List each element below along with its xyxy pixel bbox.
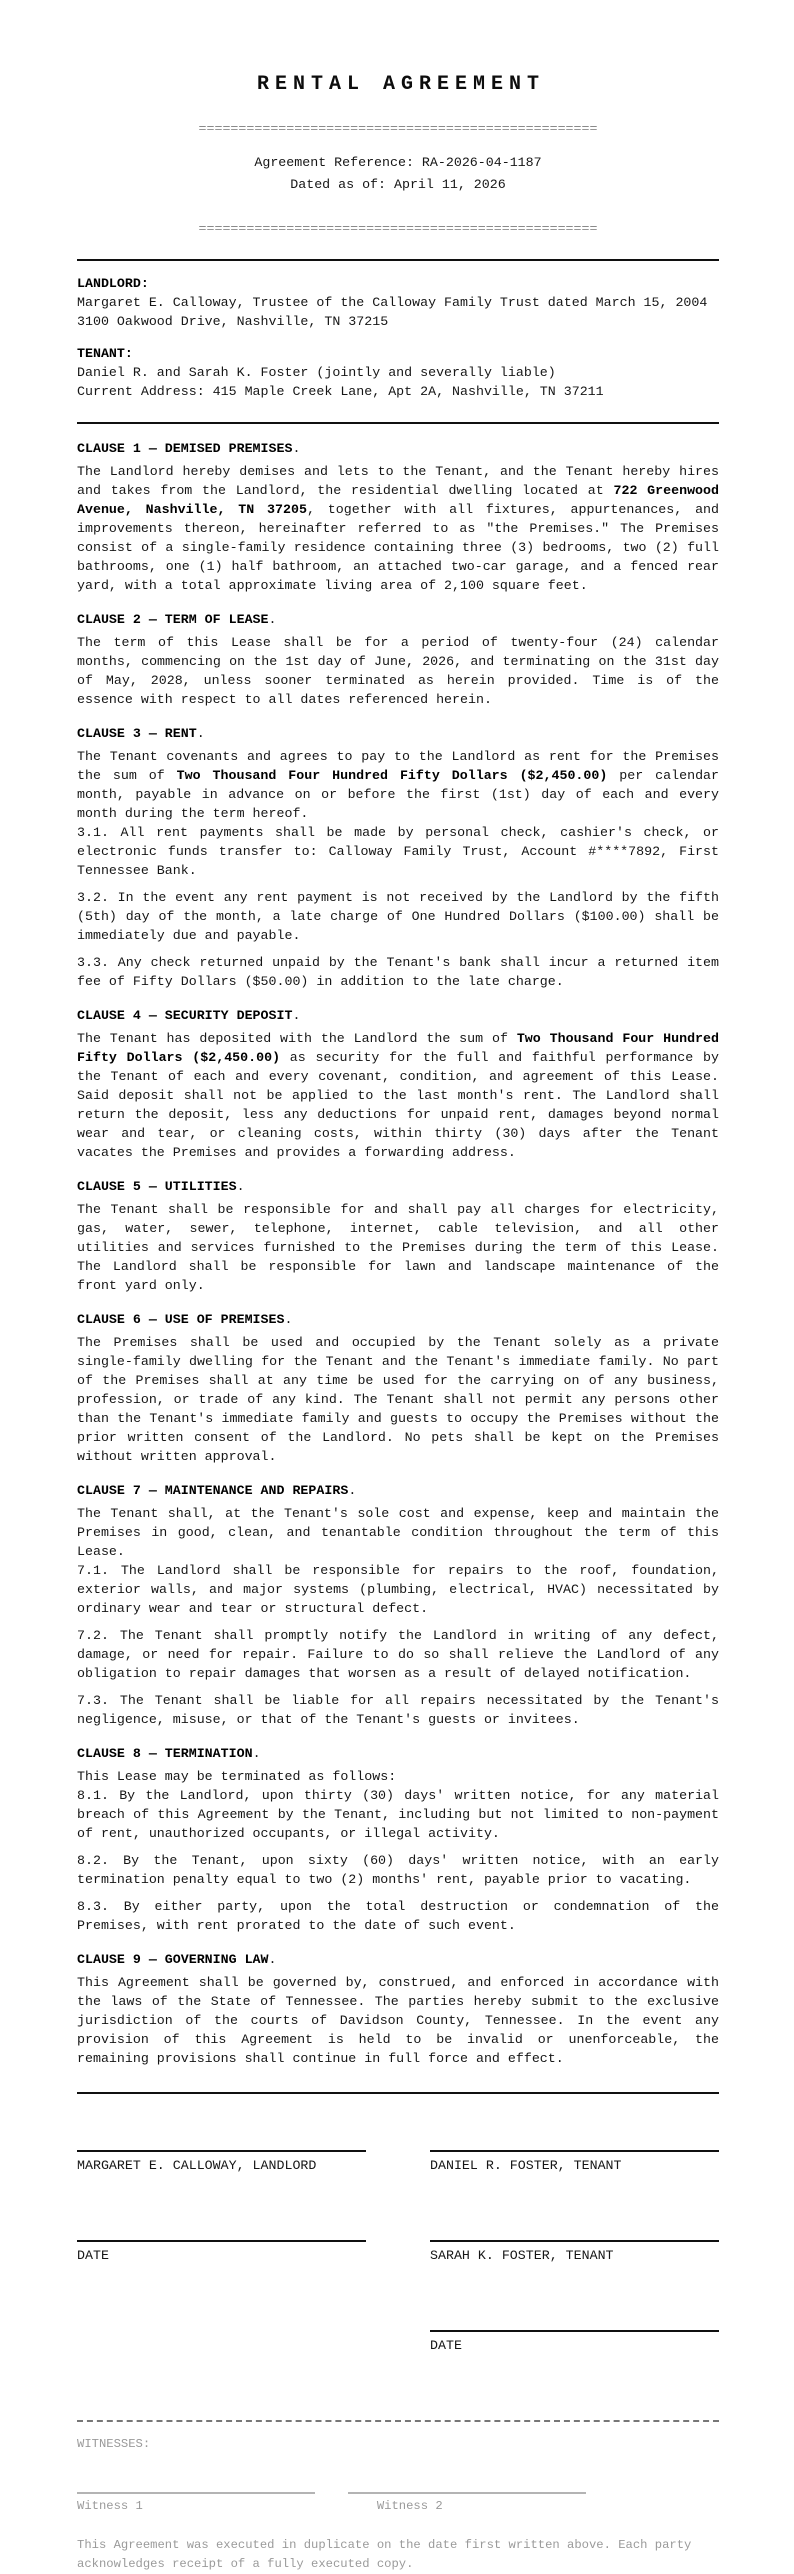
witness-1-signature-line [77,2480,315,2494]
clause-2-heading: CLAUSE 2 — TERM OF LEASE. [77,612,277,627]
signature-row-3 [77,2330,719,2355]
landlord-line-2: 3100 Oakwood Drive, Nashville, TN 37215 [77,314,389,329]
witness-labels [77,2498,719,2515]
signature-cell-right-2: SARAH K. FOSTER, TENANT [430,2240,719,2265]
clause-3-subclause-3: 3.3. Any check returned unpaid by the Tenant's bank shall incur a returned item fee of Fifty Dollars ($50.00) in addition to the late charge. [77,955,719,989]
witness-section [77,2436,719,2515]
clause-5 [77,1177,719,1295]
clause-6 [77,1310,719,1466]
signature-row-1 [77,2150,719,2175]
landlord-label: LANDLORD: [77,276,149,291]
agreement-reference: Agreement Reference: RA-2026-04-1187 [254,155,542,170]
clause-4-paragraph-1: The Tenant has deposited with the Landlord the sum of Two Thousand Four Hundred Fifty Dollars ($2,450.00) as security for the full and faithful performance by the Tenant of each and every covenant, condition, and agreement of this Lease. Said deposit shall not be applied to the last month's rent. The Landlord shall return the deposit, less any deductions for unpaid rent, damages beyond normal wear and tear, or cleaning costs, within thirty (30) days after the Tenant vacates the Premises and provides a forwarding address. [77,1031,719,1160]
signature-cell-left-1: MARGARET E. CALLOWAY, LANDLORD [77,2150,366,2175]
clause-3-paragraph-1: The Tenant covenants and agrees to pay to the Landlord as rent for the Premises the sum of Two Thousand Four Hundred Fifty Dollars ($2,450.00) per calendar month, payable in advance on or before the first (1st) day of each and every month during the term hereof. [77,749,720,821]
clause-8-subclause-1: 8.1. By the Landlord, upon thirty (30) days' written notice, for any material breach of this Agreement by the Tenant, including but not limited to non-payment of rent, unauthorized occupants, or illegal activity. [77,1788,719,1841]
clause-7-subclause-1: 7.1. The Landlord shall be responsible for repairs to the roof, foundation, exterior walls, and major systems (plumbing, electrical, HVAC) necessitated by ordinary wear and tear or structural defect. [77,1563,719,1616]
horizontal-rule-parties [77,422,719,424]
clause-8-subclause-3: 8.3. By either party, upon the total destruction or condemnation of the Premises, with rent prorated to the date of such event. [77,1899,719,1933]
clause-1-paragraph-1: The Landlord hereby demises and lets to the Tenant, and the Tenant hereby hires and takes from the Landlord, the residential dwelling located at 722 Greenwood Avenue, Nashville, TN 37205, together with all fixtures, appurtenances, and improvements thereon, hereinafter referred to as "the Premises." The Premises consist of a single-family residence containing three (3) bedrooms, two (2) full bathrooms, one (1) half bathroom, an attached two-car garage, and a fenced rear yard, with a total approximate living area of 2,100 square feet. [77,464,720,593]
landlord-block [77,274,719,331]
horizontal-rule-header [77,259,719,261]
clauses-container [77,439,719,2068]
tenant-line-2: Current Address: 415 Maple Creek Lane, Apt 2A, Nashville, TN 37211 [77,384,604,399]
clause-6-paragraph-1: The Premises shall be used and occupied by the Tenant solely as a private single-family dwelling for the Tenant and the Tenant's immediate family. No part of the Premises shall at any time be used for the carrying on of any business, profession, or trade of any kind. The Tenant shall not permit any persons other than the Tenant's immediate family and guests to occupy the Premises without the prior written consent of the Landlord. No pets shall be kept on the Premises without written approval. [77,1335,719,1464]
witnesses-label: WITNESSES: [77,2437,151,2451]
clause-2 [77,610,719,709]
clause-8 [77,1744,719,1935]
tenant-label: TENANT: [77,346,133,361]
signature-row-2 [77,2240,719,2265]
signature-cell-right-1: DANIEL R. FOSTER, TENANT [430,2150,719,2175]
witness-2-label: Witness 2 [376,2499,443,2513]
clause-7-paragraph-1: The Tenant shall, at the Tenant's sole cost and expense, keep and maintain the Premises in good, clean, and tenantable condition throughout the term of this Lease. [77,1506,719,1559]
clause-3-subclause-1: 3.1. All rent payments shall be made by personal check, cashier's check, or electronic funds transfer to: Calloway Family Trust, Account #****7892, First Tennessee Bank. [77,825,719,878]
clause-8-paragraph-1: This Lease may be terminated as follows: [77,1769,397,1784]
witness-lines [77,2480,719,2494]
clause-9-paragraph-1: This Agreement shall be governed by, construed, and enforced in accordance with the laws of the State of Tennessee. The parties hereby submit to the exclusive jurisdiction of the courts of Davidson County, Tennessee. In the event any provision of this Agreement is held to be invalid or unenforceable, the remaining provisions shall continue in full force and effect. [77,1975,719,2066]
horizontal-rule-signatures [77,2092,719,2094]
clause-4 [77,1006,719,1162]
signature-cell-left-2: DATE [77,2240,366,2265]
clause-3 [77,724,719,991]
clause-7-heading: CLAUSE 7 — MAINTENANCE AND REPAIRS. [77,1483,357,1498]
tenant-block [77,344,719,401]
clause-7-subclause-3: 7.3. The Tenant shall be liable for all repairs necessitated by the Tenant's negligence, misuse, or that of the Tenant's guests or invitees. [77,1693,719,1727]
execution-note: This Agreement was executed in duplicate on the date first written above. Each party acknowledges receipt of a fully executed copy. [77,2538,692,2571]
clause-1 [77,439,719,595]
dashed-divider [77,2420,719,2422]
clause-3-heading: CLAUSE 3 — RENT. [77,726,205,741]
document-title: RENTAL AGREEMENT [256,73,546,96]
witness-2-signature-line [348,2480,586,2494]
clause-2-paragraph-1: The term of this Lease shall be for a period of twenty-four (24) calendar months, commencing on the 1st day of June, 2026, and terminating on the 31st day of May, 2028, unless sooner terminated as herein provided. Time is of the essence with respect to all dates referenced herein. [77,635,719,707]
signature-cell-left-3 [77,2330,366,2355]
separator-line-top: ================================================== [198,121,598,136]
agreement-date: Dated as of: April 11, 2026 [290,177,506,192]
clause-6-heading: CLAUSE 6 — USE OF PREMISES. [77,1312,293,1327]
separator-line-bottom: ================================================== [198,221,598,236]
clause-7 [77,1481,719,1729]
clause-1-heading: CLAUSE 1 — DEMISED PREMISES. [77,441,301,456]
clause-5-paragraph-1: The Tenant shall be responsible for and shall pay all charges for electricity, gas, water, sewer, telephone, internet, cable television, and all other utilities and services furnished to the Premises during the term of this Lease. The Landlord shall be responsible for lawn and landscape maintenance of the front yard only. [77,1202,719,1293]
agreement-meta [77,152,719,196]
clause-8-heading: CLAUSE 8 — TERMINATION. [77,1746,261,1761]
clause-4-heading: CLAUSE 4 — SECURITY DEPOSIT. [77,1008,301,1023]
clause-9-heading: CLAUSE 9 — GOVERNING LAW. [77,1952,277,1967]
clause-7-subclause-2: 7.2. The Tenant shall promptly notify the Landlord in writing of any defect, damage, or need for repair. Failure to do so shall relieve the Landlord of any obligation to repair damages that worsen as a result of delayed notification. [77,1628,719,1681]
signature-cell-right-3: DATE [430,2330,719,2355]
tenant-line-1: Daniel R. and Sarah K. Foster (jointly and severally liable) [77,365,556,380]
signature-section [77,2150,719,2355]
clause-3-subclause-2: 3.2. In the event any rent payment is not received by the Landlord by the fifth (5th) day of the month, a late charge of One Hundred Dollars ($100.00) shall be immediately due and payable. [77,890,719,943]
witness-1-label: Witness 1 [77,2499,143,2513]
landlord-line-1: Margaret E. Calloway, Trustee of the Calloway Family Trust dated March 15, 2004 [77,295,708,310]
clause-5-heading: CLAUSE 5 — UTILITIES. [77,1179,245,1194]
clause-9 [77,1950,719,2068]
clause-8-subclause-2: 8.2. By the Tenant, upon sixty (60) days' written notice, with an early termination penalty equal to two (2) months' rent, payable prior to vacating. [77,1853,719,1887]
